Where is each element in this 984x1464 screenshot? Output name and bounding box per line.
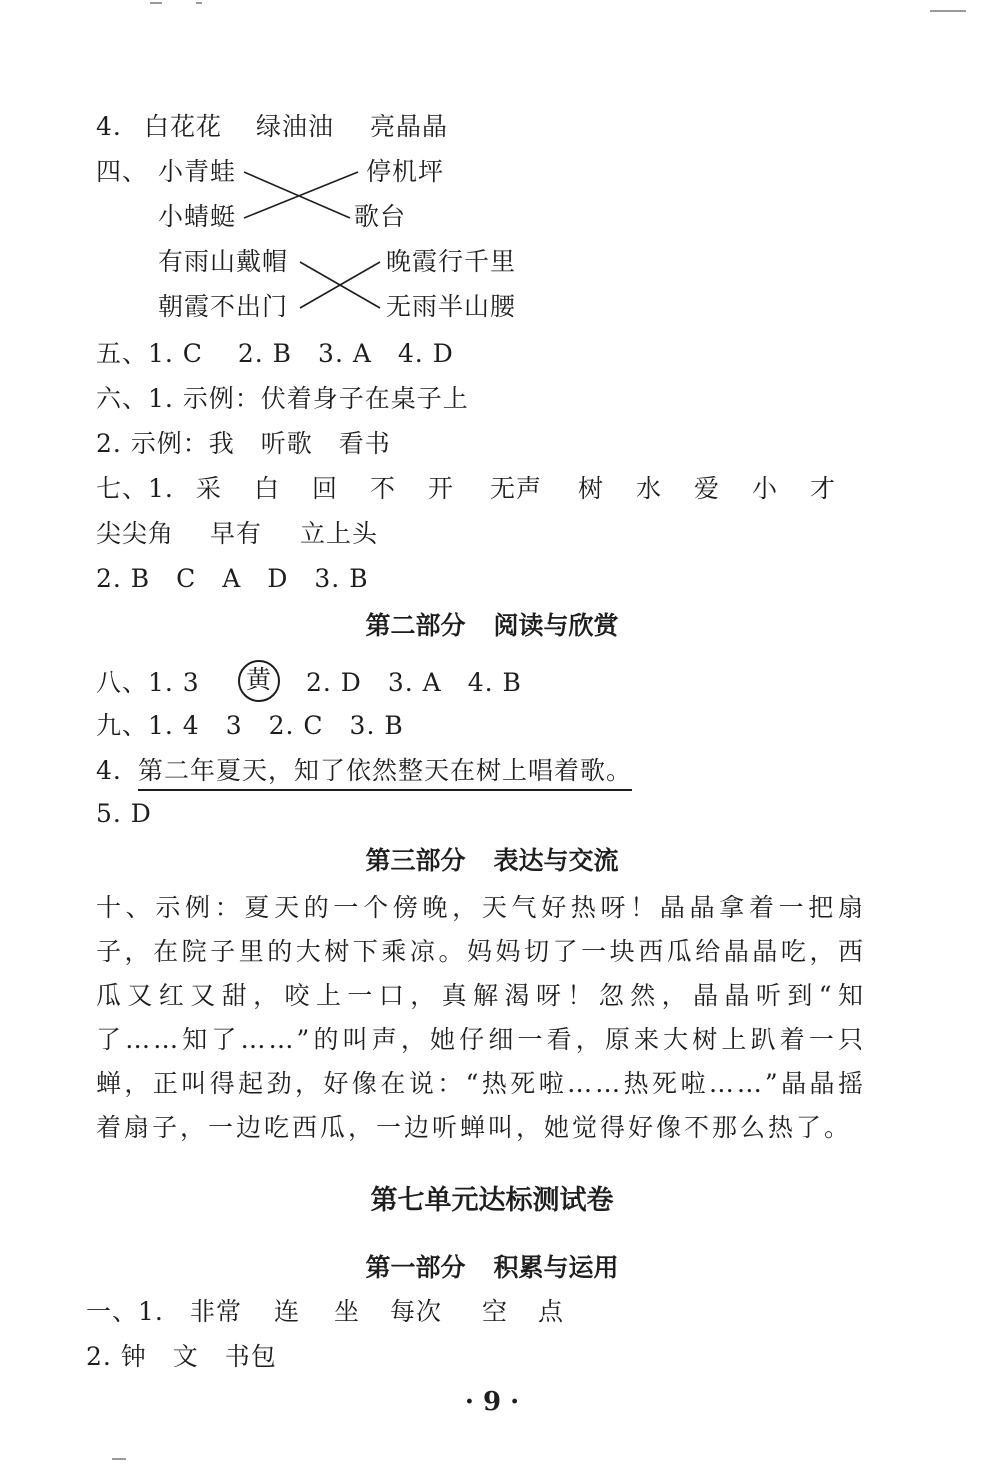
q7-line-1 bbox=[96, 474, 836, 504]
match-left-2: 小蜻蜓 bbox=[158, 202, 237, 231]
word: 绿油油 bbox=[256, 112, 335, 141]
answer-word: 点 bbox=[538, 1297, 565, 1326]
answer-word: 空 bbox=[482, 1297, 509, 1326]
q7-label: 七、1. bbox=[96, 474, 174, 503]
q9-line-5: 5. D bbox=[96, 799, 152, 828]
answer-word: 连 bbox=[274, 1297, 301, 1326]
circled-character: 黄 bbox=[238, 660, 280, 702]
answer-word: 水 bbox=[636, 474, 663, 503]
answer-word: 才 bbox=[810, 474, 837, 503]
answer-word: 坐 bbox=[334, 1297, 361, 1326]
heading-part: 第二部分 bbox=[365, 611, 466, 640]
answer-word: 非常 bbox=[190, 1297, 243, 1326]
underlined-sentence: 第二年夏天，知了依然整天在树上唱着歌。 bbox=[138, 756, 632, 791]
heading-part: 第一部分 bbox=[365, 1253, 466, 1282]
unit-title: 第七单元达标测试卷 bbox=[370, 1185, 614, 1216]
heading-title: 表达与交流 bbox=[493, 846, 619, 875]
heading-title: 积累与运用 bbox=[493, 1253, 619, 1282]
answer-word: 尖尖角 bbox=[96, 519, 175, 548]
word: 亮晶晶 bbox=[370, 112, 449, 141]
q8-part-b: 2. D 3. A 4. B bbox=[306, 667, 522, 697]
q8-line bbox=[96, 666, 522, 702]
item-number: 4. bbox=[96, 112, 122, 141]
q9-line-4 bbox=[96, 756, 632, 791]
u7-q1-line-1 bbox=[86, 1297, 564, 1327]
answer-word: 回 bbox=[312, 474, 339, 503]
q6-line-2: 2. 示例：我 听歌 看书 bbox=[96, 429, 391, 458]
answer-word: 树 bbox=[578, 474, 605, 503]
answer-word: 开 bbox=[428, 474, 455, 503]
word: 白花花 bbox=[144, 112, 223, 141]
heading-title: 阅读与欣赏 bbox=[493, 611, 619, 640]
page-number: · 9 · bbox=[464, 1387, 520, 1417]
answer-word: 立上头 bbox=[300, 519, 379, 548]
answer-word: 每次 bbox=[390, 1297, 443, 1326]
q9-line-1: 九、1. 4 3 2. C 3. B bbox=[96, 711, 404, 740]
match-left-3: 有雨山戴帽 bbox=[158, 247, 289, 276]
q1-label: 一、1. bbox=[86, 1297, 164, 1326]
match-left-1: 小青蛙 bbox=[158, 157, 237, 186]
q4-label: 四、 bbox=[96, 157, 149, 186]
q5-line: 五、1. C 2. B 3. A 4. D bbox=[96, 339, 454, 368]
q7-line-3: 2. B C A D 3. B bbox=[96, 564, 369, 593]
answer-word: 小 bbox=[752, 474, 779, 503]
answer-word: 采 bbox=[196, 474, 223, 503]
match-right-3: 晚霞行千里 bbox=[386, 247, 517, 276]
section-heading-part-1 bbox=[0, 1253, 984, 1283]
item-number: 4. bbox=[96, 756, 122, 785]
q6-line-1: 六、1. 示例：伏着身子在桌子上 bbox=[96, 384, 469, 413]
essay-paragraph: 十、示例：夏天的一个傍晚，天气好热呀！晶晶拿着一把扇子，在院子里的大树下乘凉。妈妈切了一块西瓜给晶晶吃，西瓜又红又甜，咬上一口，真解渴呀！忽然，晶晶听到“知了……知了……”的叫声，她仔细一看，原来大树上趴着一只蝉，正叫得起劲，好像在说：“热死啦……热死啦……”晶晶摇着扇子，一边吃西瓜，一边听蝉叫，她觉得好像不那么热了。 bbox=[96, 893, 866, 1142]
section-heading-part-2 bbox=[0, 611, 984, 641]
scan-mark bbox=[112, 1458, 126, 1460]
answer-word: 早有 bbox=[210, 519, 263, 548]
answer-word: 白 bbox=[254, 474, 281, 503]
u7-q1-line-2: 2. 钟 文 书包 bbox=[86, 1342, 277, 1371]
q8-part-a: 八、1. 3 bbox=[96, 667, 200, 697]
match-right-2: 歌台 bbox=[354, 202, 407, 231]
answer-word: 无声 bbox=[490, 474, 543, 503]
q7-line-2 bbox=[96, 519, 378, 549]
heading-part: 第三部分 bbox=[365, 846, 466, 875]
answer-word: 不 bbox=[370, 474, 397, 503]
match-left-4: 朝霞不出门 bbox=[158, 292, 289, 321]
section-heading-part-3 bbox=[0, 846, 984, 876]
answer-word: 爱 bbox=[694, 474, 721, 503]
match-right-1: 停机坪 bbox=[366, 157, 445, 186]
match-right-4: 无雨半山腰 bbox=[386, 292, 517, 321]
